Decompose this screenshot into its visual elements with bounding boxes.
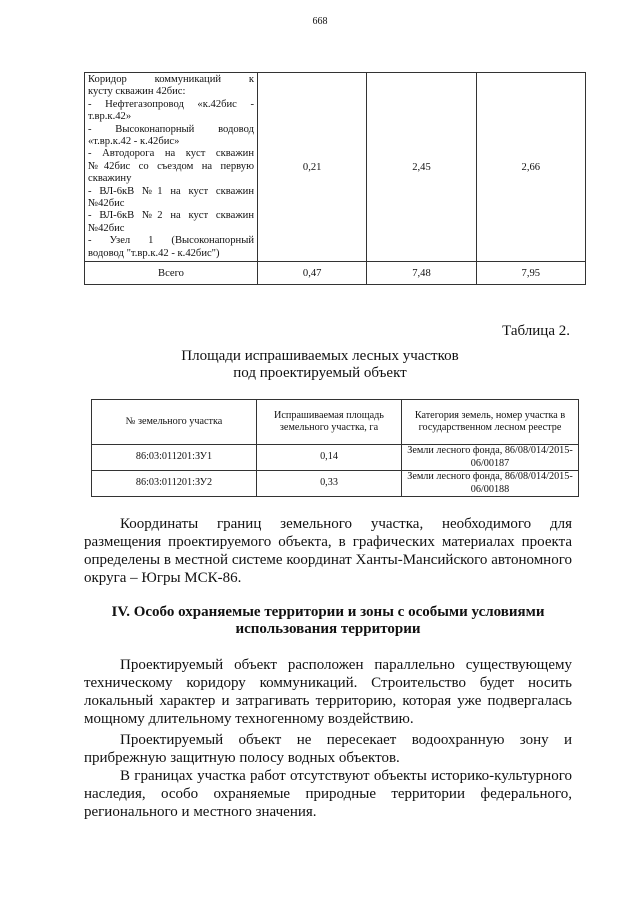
table-title: Площади испрашиваемых лесных участков (181, 348, 459, 364)
table-row (85, 73, 586, 262)
plot-area: 0,14 (257, 445, 402, 471)
column-header: Испрашиваемая площадь земельного участка, га (257, 400, 402, 445)
area-value: 2,66 (476, 73, 585, 262)
description-line: №42бис со съездом на первую (88, 160, 254, 172)
description-line: - Автодорога на куст скважин (88, 148, 254, 160)
body-paragraph: В границах участка работ отсутствуют объекты историко-культурного наследия, особо охраняемые природные территории федерального, регионального и местного значения. (84, 768, 572, 820)
total-value: 0,47 (258, 262, 367, 285)
land-area-table (84, 72, 586, 285)
description-line: «т.вр.к.42 - к.42бис» (88, 136, 180, 148)
description-line: №42бис (88, 222, 125, 234)
body-paragraph: Проектируемый объект расположен параллельно существующему техническому коридору коммуникаций. Строительство будет носить локальный характер и затрагивать территорию, которая уже подвергалась мощному длительному техногенному воздействию. (84, 657, 572, 727)
description-line: водовод "т.вр.к.42 - к.42бис") (88, 247, 220, 259)
land-category: Земли лесного фонда, 86/08/014/2015-06/00188 (402, 471, 579, 497)
table-row (92, 471, 579, 497)
description-line: скважину (88, 173, 132, 185)
description-line: - Нефтегазопровод «к.42бис - (88, 98, 254, 110)
plot-number: 86:03:011201:ЗУ1 (92, 445, 257, 471)
page-number: 668 (312, 16, 328, 27)
description-line: №42бис (88, 198, 125, 210)
table-label: Таблица 2. (502, 323, 570, 339)
description-line: кусту скважин 42бис: (88, 86, 186, 98)
section-heading: IV. Особо охраняемые территории и зоны с особыми условиями использования территории (111, 604, 545, 637)
column-header: Категория земель, номер участка в государственном лесном реестре (402, 400, 579, 445)
description-line: - ВЛ-6кВ №1 на куст скважин (88, 185, 254, 197)
description-line: - Узел 1 (Высоконапорный (88, 235, 254, 247)
land-category: Земли лесного фонда, 86/08/014/2015-06/00187 (402, 445, 579, 471)
table-title: под проектируемый объект (233, 365, 407, 381)
total-value: 7,48 (367, 262, 476, 285)
plot-area: 0,33 (257, 471, 402, 497)
total-row (85, 262, 586, 285)
table-header-row (92, 400, 579, 445)
area-value: 2,45 (367, 73, 476, 262)
coordinates-paragraph: Координаты границ земельного участка, необходимого для размещения проектируемого объекта, в графических материалах проекта определены в местной системе координат Ханты-Мансийского автономного округа – Югры МСК-86. (84, 516, 572, 586)
area-value: 0,21 (258, 73, 367, 262)
plot-number: 86:03:011201:ЗУ2 (92, 471, 257, 497)
description-line: - ВЛ-6кВ №2 на куст скважин (88, 210, 254, 222)
total-label: Всего (85, 262, 258, 285)
body-paragraph: Проектируемый объект не пересекает водоохранную зону и прибрежную защитную полосу водных объектов. (84, 732, 572, 766)
description-line: Коридор коммуникаций к (88, 74, 254, 85)
forest-plots-table (91, 399, 579, 497)
row-description (85, 73, 258, 262)
description-line: - Высоконапорный водовод (88, 123, 254, 135)
table-row (92, 445, 579, 471)
column-header: № земельного участка (92, 400, 257, 445)
description-line: т.вр.к.42» (88, 111, 132, 123)
total-value: 7,95 (476, 262, 585, 285)
